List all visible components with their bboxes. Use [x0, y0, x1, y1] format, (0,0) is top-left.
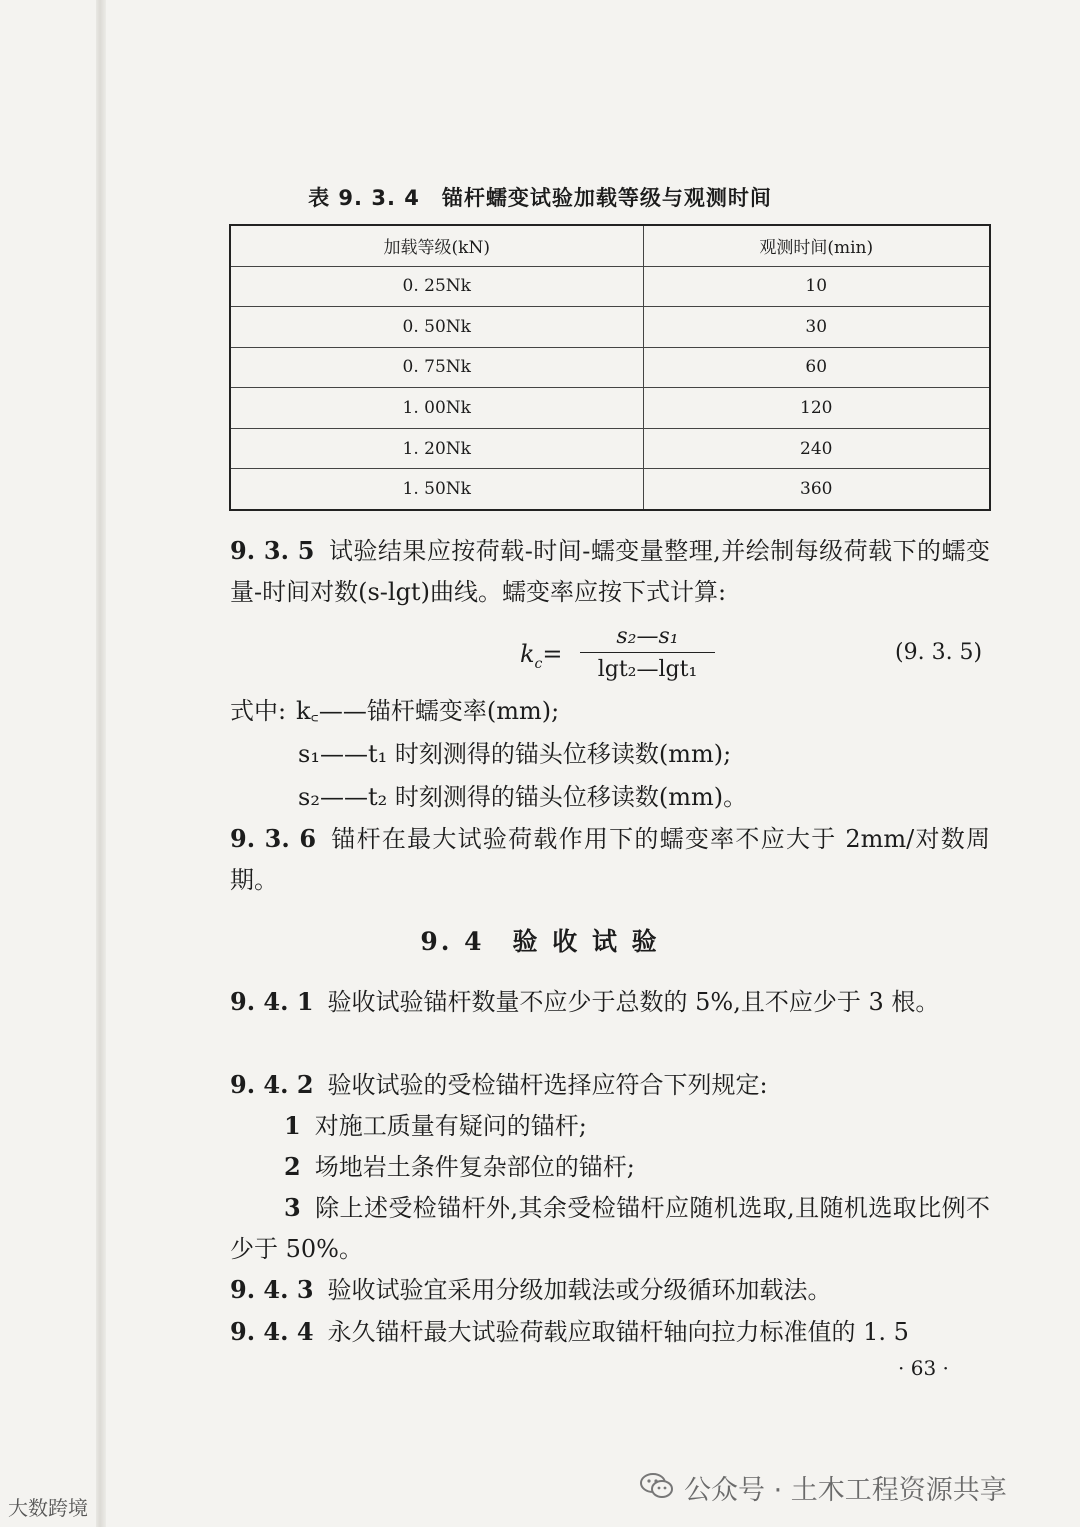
clause-9-4-2: [230, 1064, 990, 1106]
table-cell-load: 0. 50Nk: [230, 307, 643, 348]
formula-numerator: s₂—s₁: [616, 624, 679, 649]
where-item: k꜀——锚杆蠕变率(mm);: [296, 697, 560, 725]
watermark-logo: 大数跨境: [8, 1496, 88, 1520]
table-cell-time: 360: [643, 469, 990, 510]
table-header-time: 观测时间(min): [643, 225, 990, 266]
clause-number: 9. 4. 2: [230, 1070, 314, 1099]
creep-rate-formula: [520, 622, 720, 692]
table-row: [230, 388, 990, 429]
clause-9-4-3: [230, 1269, 990, 1311]
clause-9-3-6: [230, 818, 990, 901]
where-item: s₁——t₁ 时刻测得的锚头位移读数(mm);: [298, 740, 732, 768]
clause-number: 9. 4. 4: [230, 1317, 314, 1346]
formula-fraction: [580, 622, 715, 685]
table-header-row: [230, 225, 990, 266]
clause-number: 9. 3. 6: [230, 824, 317, 853]
table-row: [230, 266, 990, 307]
table-cell-load: 1. 00Nk: [230, 388, 643, 429]
table-row: [230, 428, 990, 469]
equation-number: (9. 3. 5): [895, 640, 983, 665]
table-row: [230, 307, 990, 348]
list-item: 1 对施工质量有疑问的锚杆;: [284, 1111, 587, 1140]
clause-text: 验收试验宜采用分级加载法或分级循环加载法。: [327, 1276, 832, 1304]
clause-text: 验收试验的受检锚杆选择应符合下列规定:: [327, 1071, 768, 1099]
table-row: [230, 347, 990, 388]
table-cell-load: 1. 50Nk: [230, 469, 643, 510]
table-cell-time: 60: [643, 347, 990, 388]
clause-number: 9. 4. 3: [230, 1275, 314, 1304]
formula-denominator: lgt₂—lgt₁: [597, 657, 698, 682]
page-spine: [96, 0, 106, 1527]
table-cell-time: 10: [643, 266, 990, 307]
table-header-load: 加载等级(kN): [230, 225, 643, 266]
load-time-table: [229, 224, 991, 511]
table-row: [230, 469, 990, 510]
where-intro: 式中:: [230, 697, 287, 725]
table-cell-time: 30: [643, 307, 990, 348]
clause-number: 9. 4. 1: [230, 987, 314, 1016]
clause-9-4-1: [230, 981, 990, 1023]
watermark-text: 公众号 · 土木工程资源共享: [684, 1475, 1007, 1506]
clause-text: 试验结果应按荷载-时间-蠕变量整理,并绘制每级荷载下的蠕变量-时间对数(s-lgt)曲线。蠕变率应按下式计算:: [230, 537, 990, 606]
clause-text: 锚杆在最大试验荷载作用下的蠕变率不应大于 2mm/对数周期。: [230, 825, 990, 894]
table-caption: 表 9. 3. 4 锚杆蠕变试验加载等级与观测时间: [308, 186, 772, 210]
clause-text: 永久锚杆最大试验荷载应取锚杆轴向拉力标准值的 1. 5: [327, 1318, 909, 1346]
list-item: 3 除上述受检锚杆外,其余受检锚杆应随机选取,且随机选取比例不少于 50%。: [230, 1193, 990, 1263]
formula-lhs: $k_c=$: [520, 640, 563, 672]
section-heading: 9. 4 验 收 试 验: [420, 927, 660, 956]
table-cell-load: 0. 25Nk: [230, 266, 643, 307]
where-item: s₂——t₂ 时刻测得的锚头位移读数(mm)。: [298, 783, 748, 811]
table-cell-load: 0. 75Nk: [230, 347, 643, 388]
wechat-icon: [640, 1472, 674, 1500]
table-cell-load: 1. 20Nk: [230, 428, 643, 469]
clause-text: 验收试验锚杆数量不应少于总数的 5%,且不应少于 3 根。: [327, 988, 940, 1016]
table-cell-time: 120: [643, 388, 990, 429]
list-item: 2 场地岩土条件复杂部位的锚杆;: [284, 1152, 635, 1181]
page-number: · 63 ·: [898, 1356, 949, 1380]
clause-number: 9. 3. 5: [230, 536, 315, 565]
clause-9-3-5: [230, 530, 990, 613]
clause-9-4-4: [230, 1311, 990, 1353]
table-cell-time: 240: [643, 428, 990, 469]
